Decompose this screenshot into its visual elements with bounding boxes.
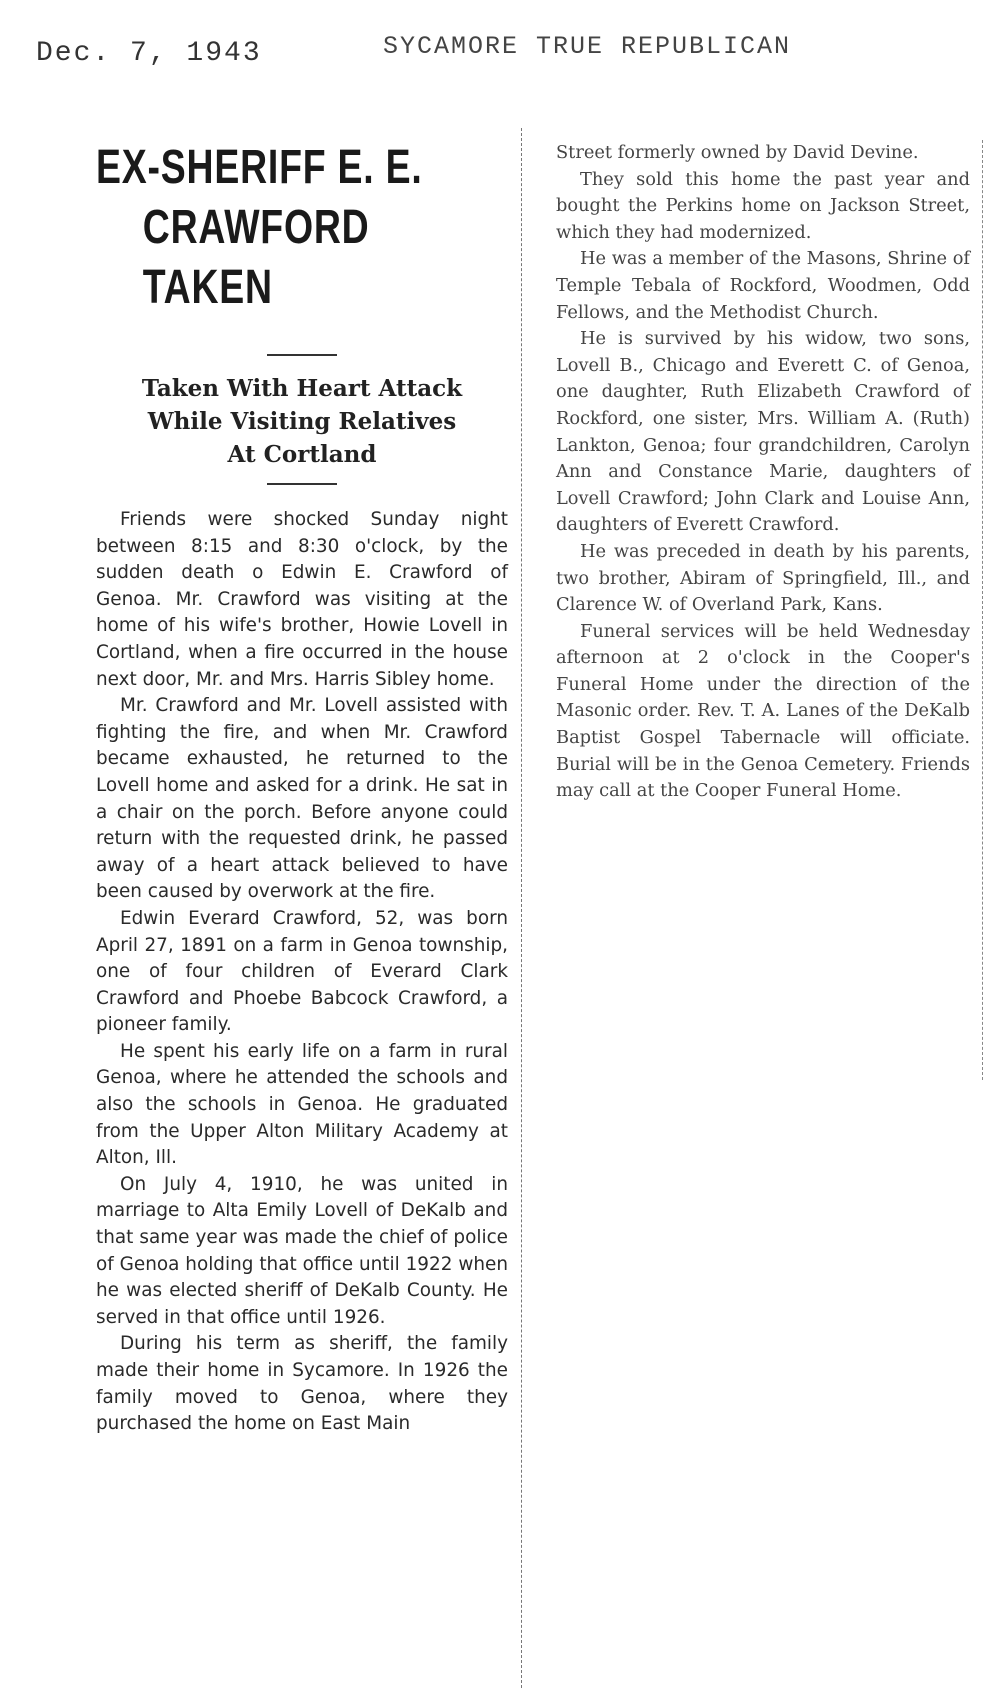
article-paragraph: He was a member of the Masons, Shrine of Temple Tebala of Rockford, Woodmen, Odd Fellows, and the Methodist Church. [556, 248, 970, 323]
subhead-line-2: While Visiting Relatives [147, 408, 457, 435]
article-paragraph: On July 4, 1910, he was united in marriage to Alta Emily Lovell of DeKalb and that same year was made the chief of police of Genoa holding that office until 1922 when he was elected sheriff of DeKalb County. He served in that office until 1926. [96, 1173, 508, 1328]
subhead-rule [267, 483, 337, 485]
left-column [96, 138, 508, 1438]
article-paragraph: Funeral services will be held Wednesday afternoon at 2 o'clock in the Cooper's Funeral Home under the direction of the Masonic order. Rev. T. A. Lanes of the DeKalb Baptist Gospel Tabernacle will officiate. Burial will be in the Genoa Cemetery. Friends may call at the Cooper Funeral Home. [556, 620, 970, 802]
subheadline [96, 372, 508, 471]
headline [96, 138, 502, 318]
article-paragraph: Street formerly owned by David Devine. [556, 142, 919, 163]
right-column [556, 140, 970, 805]
article-paragraph: Mr. Crawford and Mr. Lovell assisted with fighting the fire, and when Mr. Crawford became exhausted, he returned to the Lovell home and asked for a drink. He sat in a chair on the porch. Before anyone could return with the requested drink, he passed away of a heart attack believed to have been caused by overwork at the fire. [96, 695, 508, 903]
subhead-line-1: Taken With Heart Attack [141, 375, 463, 402]
article-paragraph: During his term as sheriff, the family made their home in Sycamore. In 1926 the family moved to Genoa, where they purchased the home on East Main [96, 1333, 508, 1435]
article-paragraph: Friends were shocked Sunday night between 8:15 and 8:30 o'clock, by the sudden death o Edwin E. Crawford of Genoa. Mr. Crawford was visiting at the home of his wife's brother, Howie Lovell in Cortland, when a fire occurred in the house next door, Mr. and Mrs. Harris Sibley home. [96, 509, 508, 690]
newspaper-name: SYCAMORE TRUE REPUBLICAN [383, 32, 792, 61]
column-divider [521, 128, 522, 1688]
right-edge-line [982, 140, 983, 1080]
headline-rule [267, 354, 337, 356]
subhead-line-3: At Cortland [227, 441, 377, 468]
article-paragraph: Edwin Everard Crawford, 52, was born April 27, 1891 on a farm in Genoa township, one of four children of Everard Clark Crawford and Phoebe Babcock Crawford, a pioneer family. [96, 907, 508, 1036]
article-paragraph: He was preceded in death by his parents, two brother, Abiram of Springfield, Ill., and Clarence W. of Overland Park, Kans. [556, 540, 970, 616]
publication-date: Dec. 7, 1943 [36, 38, 262, 69]
article-paragraph: He spent his early life on a farm in rural Genoa, where he attended the schools and also the schools in Genoa. He graduated from the Upper Alton Military Academy at Alton, Ill. [96, 1040, 508, 1169]
headline-line-2: CRAWFORD TAKEN [142, 201, 370, 314]
article-paragraph: They sold this home the past year and bought the Perkins home on Jackson Street, which they had modernized. [556, 168, 970, 243]
headline-line-1: EX-SHERIFF E. E. [96, 141, 423, 194]
article-paragraph: He is survived by his widow, two sons, Lovell B., Chicago and Everett C. of Genoa, one daughter, Ruth Elizabeth Crawford of Rockford, one sister, Mrs. William A. (Ruth) Lankton, Genoa; four grandchildren, Carolyn Ann and Constance Marie, daughters of Lovell Crawford; John Clark and Louise Ann, daughters of Everett Crawford. [556, 328, 970, 536]
